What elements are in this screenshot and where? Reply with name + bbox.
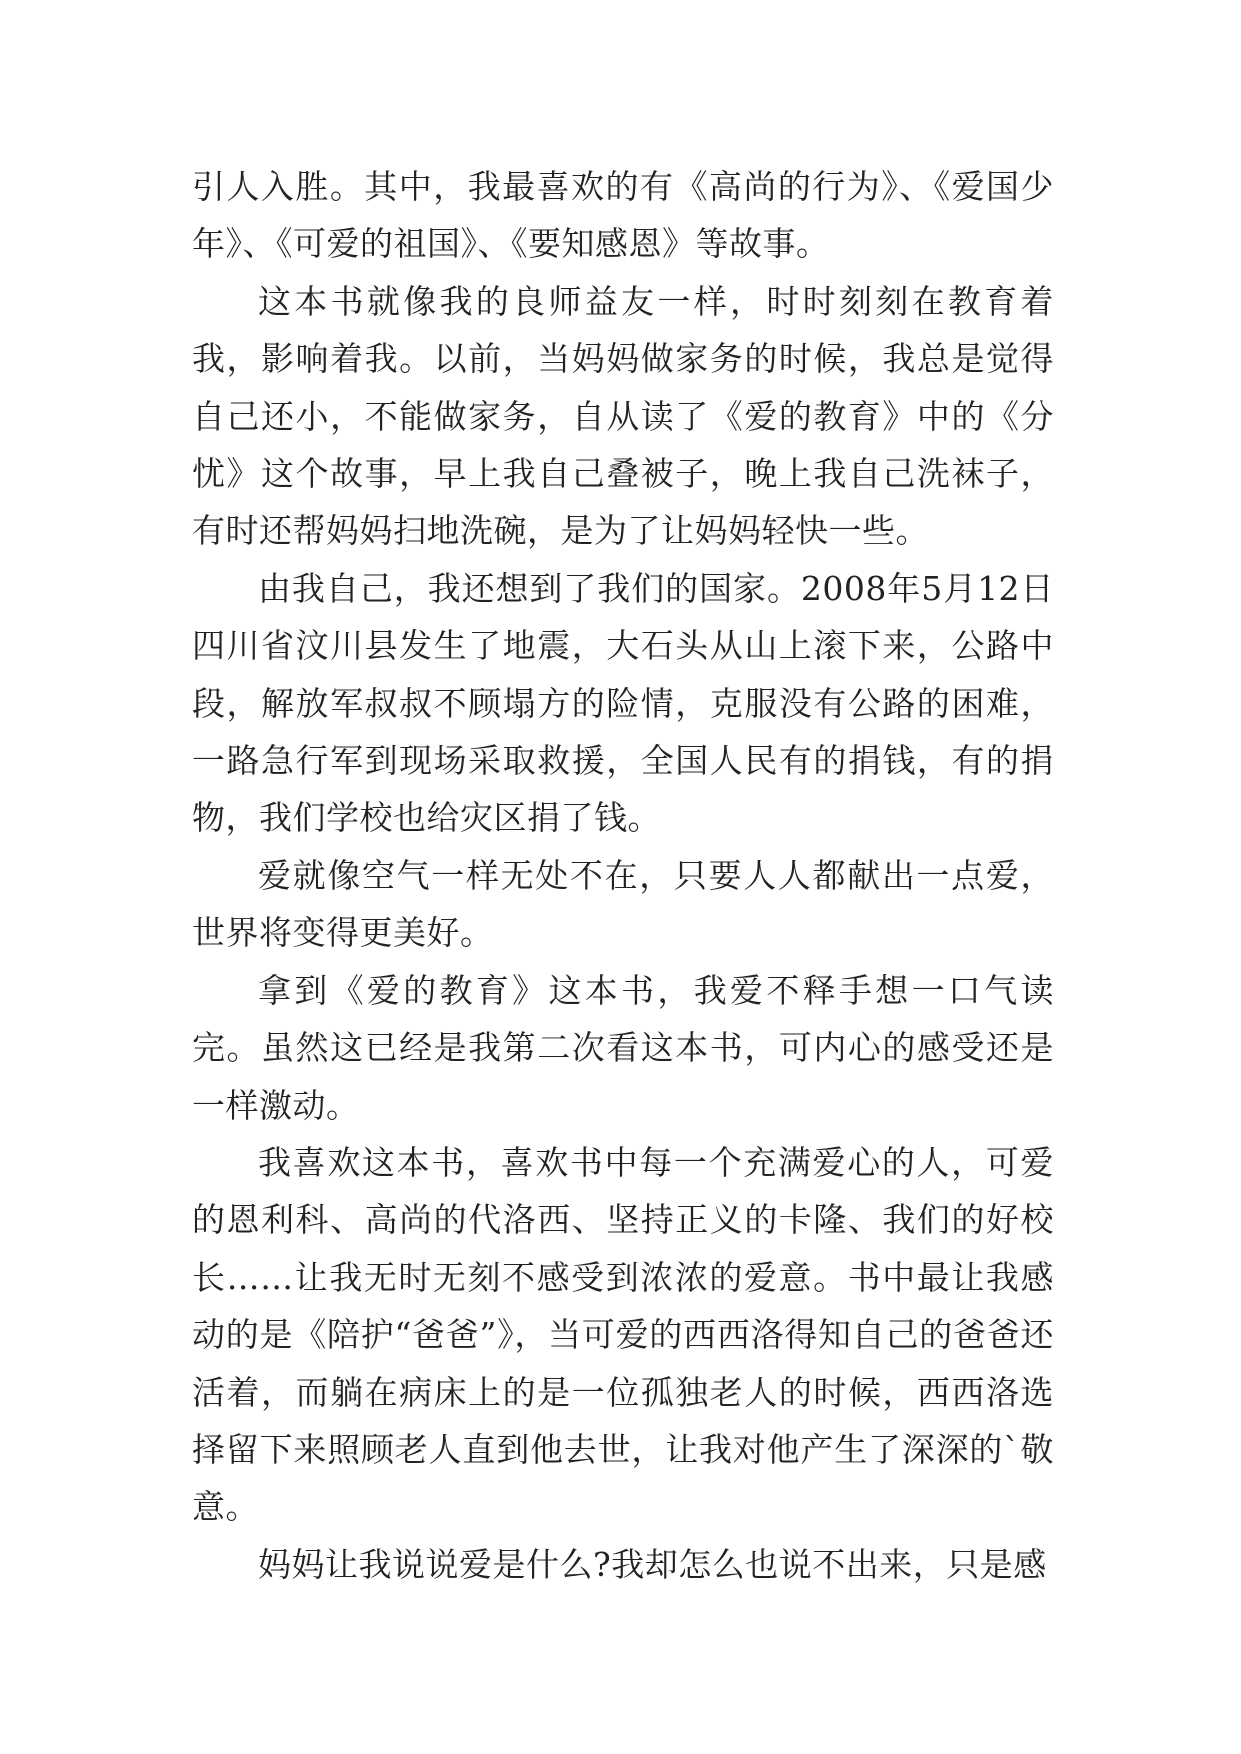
document-body (192, 158, 1054, 1593)
paragraph: 爱就像空气一样无处不在，只要人人都献出一点爱，世界将变得更美好。 (192, 855, 1054, 953)
paragraph: 我喜欢这本书，喜欢书中每一个充满爱心的人，可爱的恩利科、高尚的代洛西、坚持正义的卡隆、我们的好校长……让我无时无刻不感受到浓浓的爱意。书中最让我感动的是《陪护“爸爸”》，当可爱的西西洛得知自己的爸爸还活着，而躺在病床上的是一位孤独老人的时候，西西洛选择留下来照顾老人直到他去世，让我对他产生了深深的`敬意。 (192, 1142, 1054, 1527)
paragraph-continuation: 引人入胜。其中，我最喜欢的有《高尚的行为》、《爱国少年》、《可爱的祖国》、《要知感恩》等故事。 (192, 167, 1054, 264)
paragraph: 由我自己，我还想到了我们的国家。2008年5月12日四川省汶川县发生了地震，大石头从山上滚下来，公路中段，解放军叔叔不顾塌方的险情，克服没有公路的困难，一路急行军到现场采取救援，全国人民有的捐钱，有的捐物，我们学校也给灾区捐了钱。 (192, 568, 1054, 838)
paragraph: 这本书就像我的良师益友一样，时时刻刻在教育着我，影响着我。以前，当妈妈做家务的时候，我总是觉得自己还小，不能做家务，自从读了《爱的教育》中的《分忧》这个故事，早上我自己叠被子，晚上我自己洗袜子，有时还帮妈妈扫地洗碗，是为了让妈妈轻快一些。 (192, 281, 1054, 551)
paragraph: 妈妈让我说说爱是什么?我却怎么也说不出来，只是感 (258, 1544, 1047, 1584)
paragraph: 拿到《爱的教育》这本书，我爱不释手想一口气读完。虽然这已经是我第二次看这本书，可内心的感受还是一样激动。 (192, 970, 1054, 1125)
